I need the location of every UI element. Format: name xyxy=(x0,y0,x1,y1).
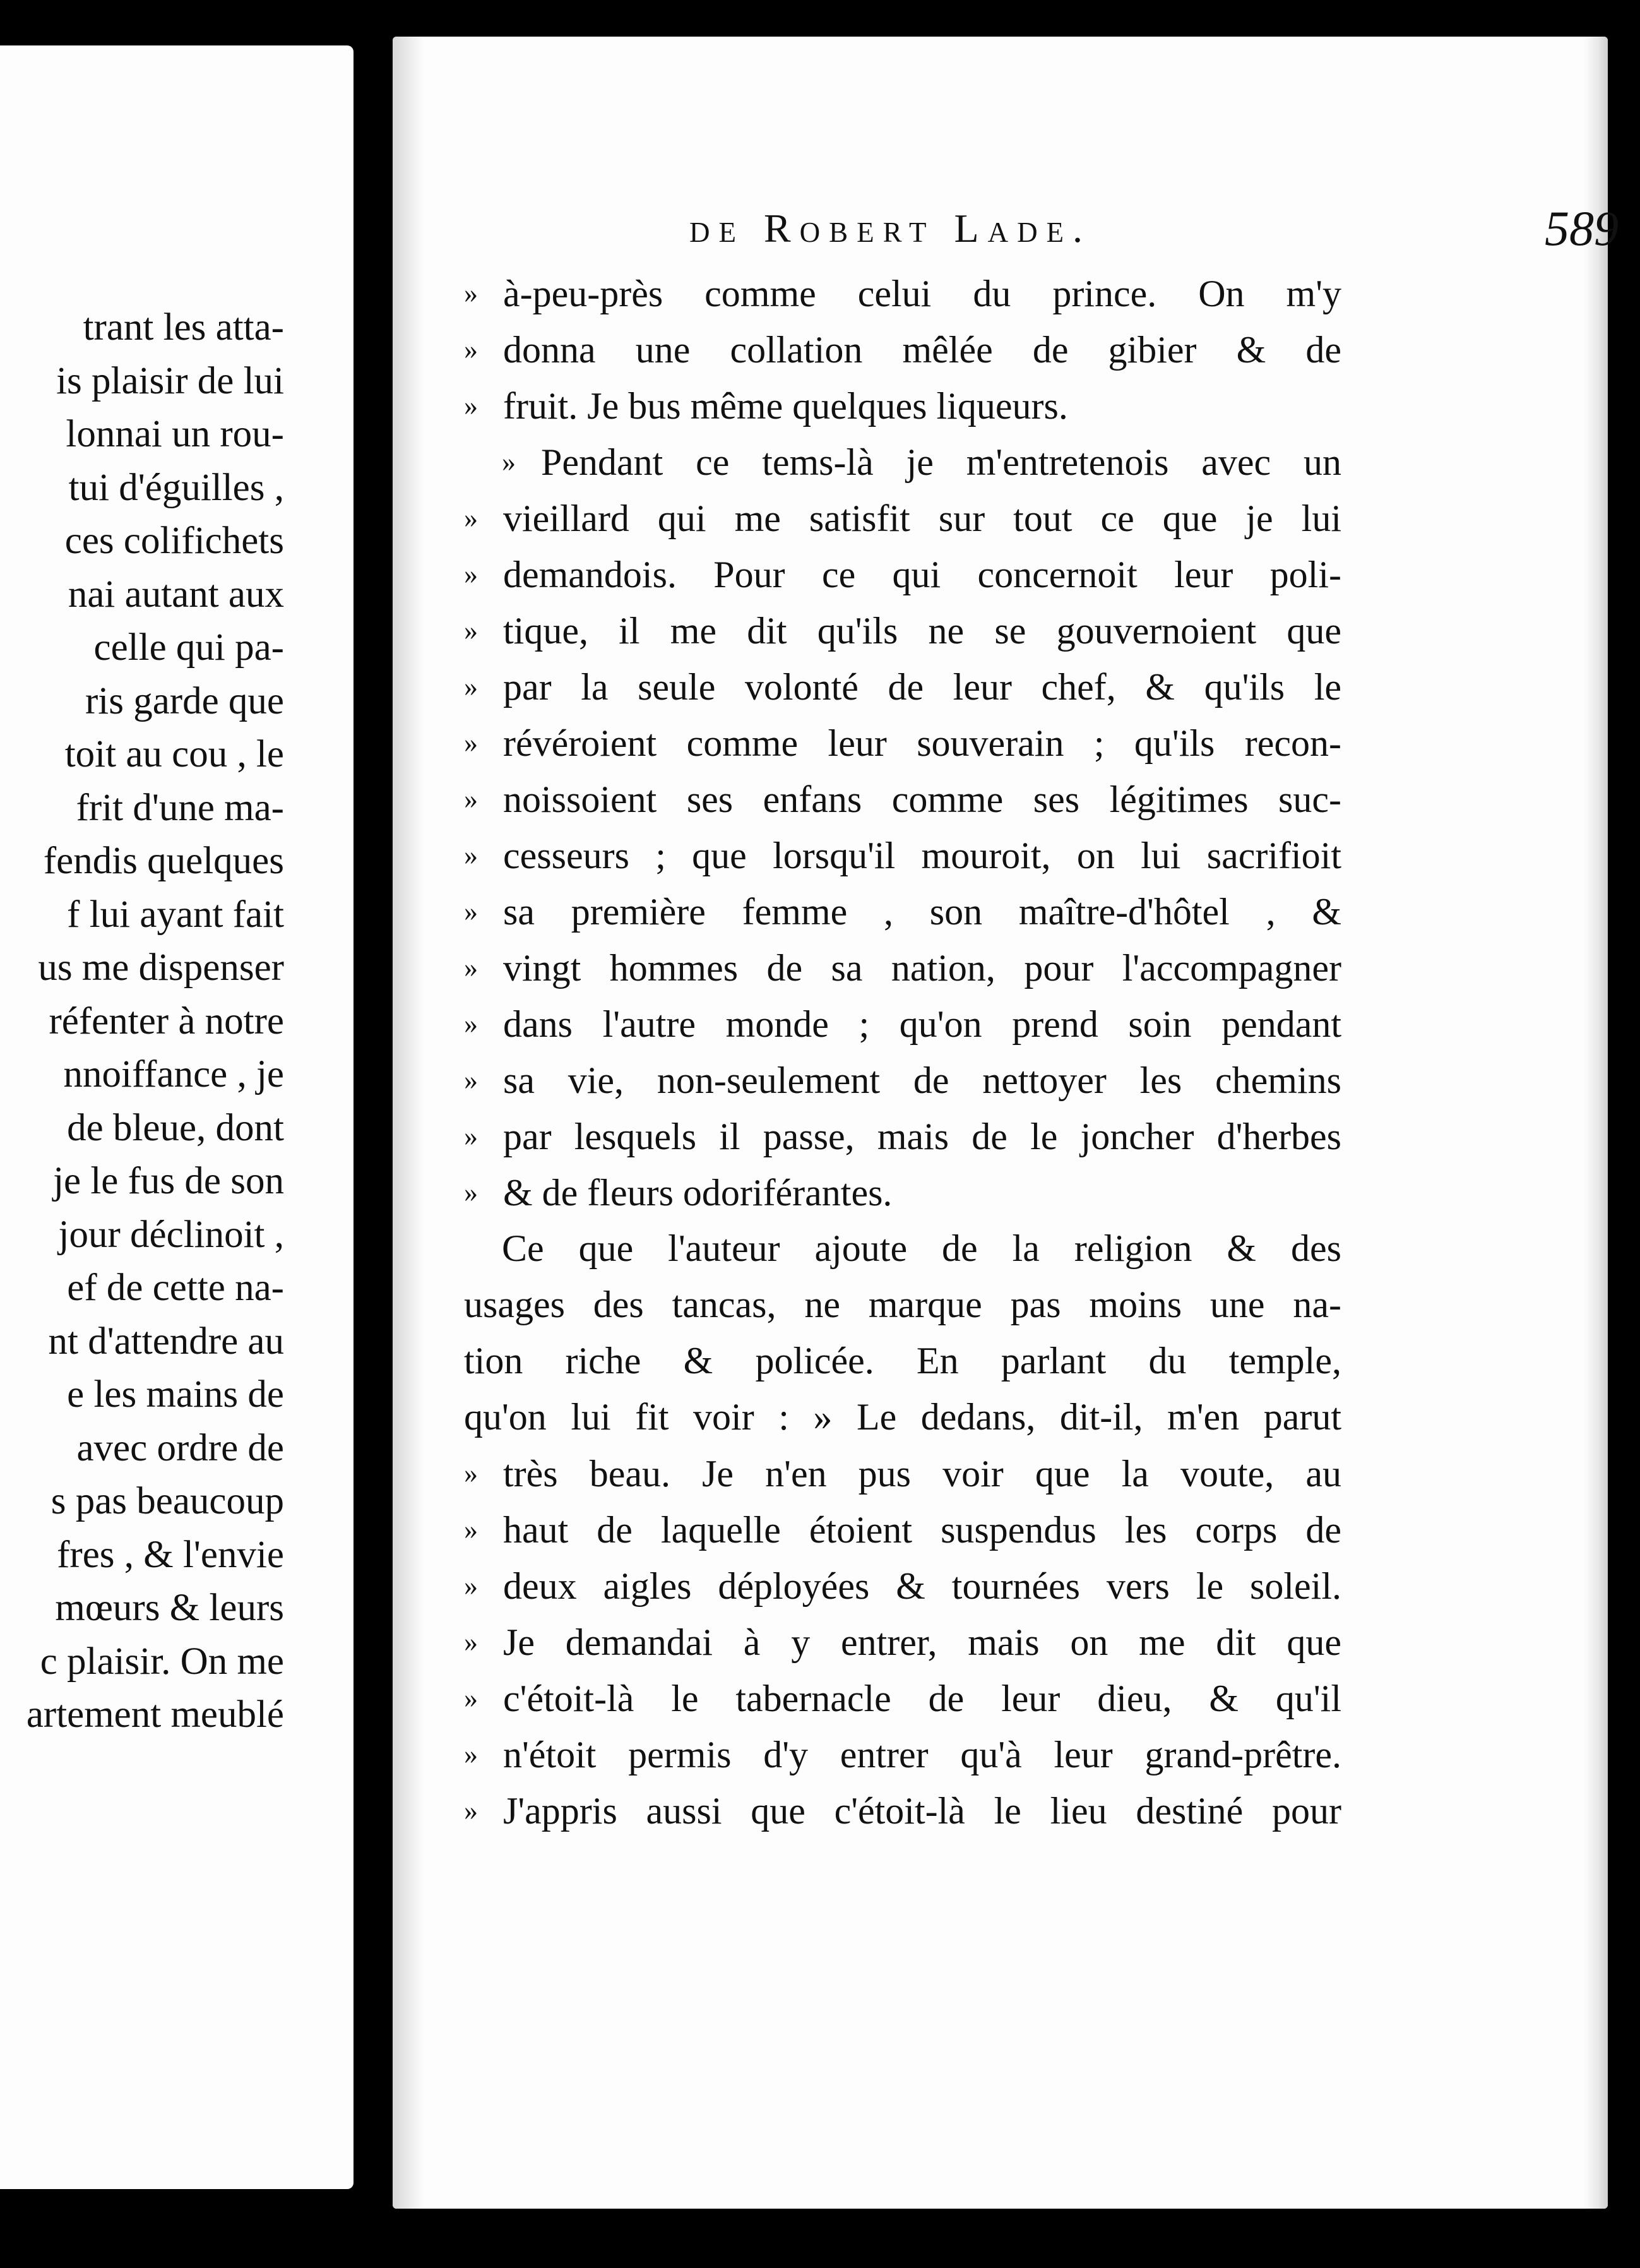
left-page-line: c plaisir. On me xyxy=(40,1640,284,1683)
quote-mark: » xyxy=(464,615,478,646)
left-page-line: mœurs & leurs xyxy=(55,1587,284,1629)
text-line xyxy=(464,1277,1341,1333)
text-line xyxy=(464,1614,1341,1670)
quote-mark: » xyxy=(464,390,478,421)
quote-mark: » xyxy=(464,1683,478,1714)
left-page-line: f lui ayant fait xyxy=(67,893,284,936)
left-page-line: celle qui pa- xyxy=(93,626,284,669)
line-text: Ce que l'auteur ajoute de la religion & des xyxy=(502,1227,1341,1269)
quote-mark: » xyxy=(464,1121,478,1152)
line-text: c'étoit-là le tabernacle de leur dieu, & qu'il xyxy=(503,1678,1341,1719)
line-text: haut de laquelle étoient suspendus les corps de xyxy=(503,1509,1341,1551)
left-page-line: jour déclinoit , xyxy=(58,1213,284,1256)
quote-mark: » xyxy=(464,1065,478,1095)
text-line xyxy=(464,1670,1341,1726)
line-text: vieillard qui me satisfit sur tout ce que je lui xyxy=(503,498,1341,539)
quote-mark: » xyxy=(464,1626,478,1657)
text-line xyxy=(464,1333,1341,1389)
left-page-line: nt d'attendre au xyxy=(48,1320,284,1363)
text-line xyxy=(464,1389,1341,1445)
quote-mark: » xyxy=(464,1795,478,1826)
right-page-text xyxy=(464,265,1341,1839)
quote-mark: » xyxy=(464,952,478,983)
text-line xyxy=(464,1782,1341,1839)
line-text: qu'on lui fit voir : » Le dedans, dit-il, m'en parut xyxy=(464,1396,1341,1438)
line-text: demandois. Pour ce qui concernoit leur poli- xyxy=(503,554,1341,595)
text-line xyxy=(464,1558,1341,1614)
line-text: sa vie, non-seulement de nettoyer les chemins xyxy=(503,1059,1341,1101)
left-page-line: tui d'éguilles , xyxy=(68,466,284,509)
left-page-line: toit au cou , le xyxy=(64,733,284,775)
line-text: noissoient ses enfans comme ses légitimes suc- xyxy=(503,779,1341,820)
line-text: usages des tancas, ne marque pas moins une na- xyxy=(464,1284,1341,1325)
text-line xyxy=(464,1108,1341,1164)
left-page-line: nai autant aux xyxy=(68,573,284,616)
left-page xyxy=(0,45,354,2189)
left-page-line: réfenter à notre xyxy=(49,1000,284,1042)
left-page-line: frit d'une ma- xyxy=(76,786,284,829)
text-line xyxy=(464,602,1341,659)
text-line xyxy=(464,1501,1341,1558)
running-head-title: de Robert Lade. xyxy=(689,206,1092,251)
left-page-line: is plaisir de lui xyxy=(56,359,284,402)
line-text: cesseurs ; que lorsqu'il mouroit, on lui sacrifioit xyxy=(503,835,1341,876)
left-page-line: de bleue, dont xyxy=(67,1106,284,1149)
text-line xyxy=(464,490,1341,546)
quote-mark: » xyxy=(464,727,478,758)
text-line xyxy=(464,771,1341,827)
left-page-line: ris garde que xyxy=(85,679,284,722)
quote-mark: » xyxy=(464,1739,478,1770)
line-text: sa première femme , son maître-d'hôtel , & xyxy=(503,891,1341,933)
text-line xyxy=(464,715,1341,771)
left-page-line: ef de cette na- xyxy=(67,1267,284,1309)
line-text: à-peu-près comme celui du prince. On m'y xyxy=(503,273,1341,314)
quote-mark: » xyxy=(464,503,478,534)
text-line xyxy=(464,1445,1341,1501)
line-text: dans l'autre monde ; qu'on prend soin pendant xyxy=(503,1003,1341,1045)
line-text: tique, il me dit qu'ils ne se gouvernoient que xyxy=(503,610,1341,652)
line-text: vingt hommes de sa nation, pour l'accompagner xyxy=(503,947,1341,989)
line-text: deux aigles déployées & tournées vers le soleil. xyxy=(503,1565,1341,1607)
quote-mark: » xyxy=(464,1514,478,1545)
quote-mark: » xyxy=(464,1008,478,1039)
text-line xyxy=(464,546,1341,602)
line-text: très beau. Je n'en pus voir que la voute, au xyxy=(503,1453,1341,1495)
quote-mark: » xyxy=(464,1570,478,1601)
text-line xyxy=(464,940,1341,996)
line-text: fruit. Je bus même quelques liqueurs. xyxy=(503,385,1068,427)
quote-mark: » xyxy=(464,334,478,365)
text-line xyxy=(464,1726,1341,1782)
text-line xyxy=(464,996,1341,1052)
line-text: Je demandai à y entrer, mais on me dit que xyxy=(503,1621,1341,1663)
line-text: n'étoit permis d'y entrer qu'à leur grand-prêtre. xyxy=(503,1734,1341,1776)
left-page-line: s pas beaucoup xyxy=(51,1480,284,1522)
quote-mark: » xyxy=(464,1458,478,1489)
text-line xyxy=(464,265,1341,321)
left-page-text xyxy=(0,301,354,1742)
left-page-line: us me dispenser xyxy=(38,946,284,989)
left-page-line: ces colifichets xyxy=(64,520,284,562)
left-page-line: avec ordre de xyxy=(76,1426,284,1469)
line-text: par la seule volonté de leur chef, & qu'ils le xyxy=(503,666,1341,708)
quote-mark: » xyxy=(464,1177,478,1208)
left-page-line: artement meublé xyxy=(26,1693,284,1736)
left-page-line: je le fus de son xyxy=(53,1160,284,1202)
text-line xyxy=(464,1164,1341,1221)
quote-mark: » xyxy=(464,559,478,590)
text-line xyxy=(464,434,1341,490)
quote-mark: » xyxy=(464,671,478,702)
line-text: donna une collation mêlée de gibier & de xyxy=(503,329,1341,371)
quote-mark: » xyxy=(502,446,516,477)
text-line xyxy=(464,659,1341,715)
text-line xyxy=(464,827,1341,883)
line-text: J'appris aussi que c'étoit-là le lieu destiné pour xyxy=(503,1790,1341,1832)
quote-mark: » xyxy=(464,840,478,871)
line-text: & de fleurs odoriférantes. xyxy=(503,1172,893,1214)
line-text: révéroient comme leur souverain ; qu'ils recon- xyxy=(503,722,1341,764)
left-page-line: fendis quelques xyxy=(43,840,284,882)
left-page-line: nnoiffance , je xyxy=(63,1053,284,1095)
text-line xyxy=(464,378,1341,434)
quote-mark: » xyxy=(464,784,478,815)
left-page-line: e les mains de xyxy=(67,1373,284,1416)
text-line xyxy=(464,1052,1341,1108)
line-text: Pendant ce tems-là je m'entretenois avec un xyxy=(541,441,1341,483)
text-line xyxy=(464,321,1341,378)
left-page-line: fres , & l'envie xyxy=(57,1533,284,1576)
line-text: par lesquels il passe, mais de le joncher d'herbes xyxy=(503,1116,1341,1157)
left-page-line: lonnai un rou- xyxy=(66,413,284,455)
page-edge xyxy=(1584,37,1608,2209)
quote-mark: » xyxy=(464,278,478,309)
left-page-line: trant les atta- xyxy=(83,306,284,349)
gutter-shadow xyxy=(393,37,424,2209)
quote-mark: » xyxy=(464,896,478,927)
page-number: 589 xyxy=(1545,201,1619,256)
text-line xyxy=(464,1221,1341,1277)
text-line xyxy=(464,883,1341,940)
line-text: tion riche & policée. En parlant du temple, xyxy=(464,1340,1341,1382)
